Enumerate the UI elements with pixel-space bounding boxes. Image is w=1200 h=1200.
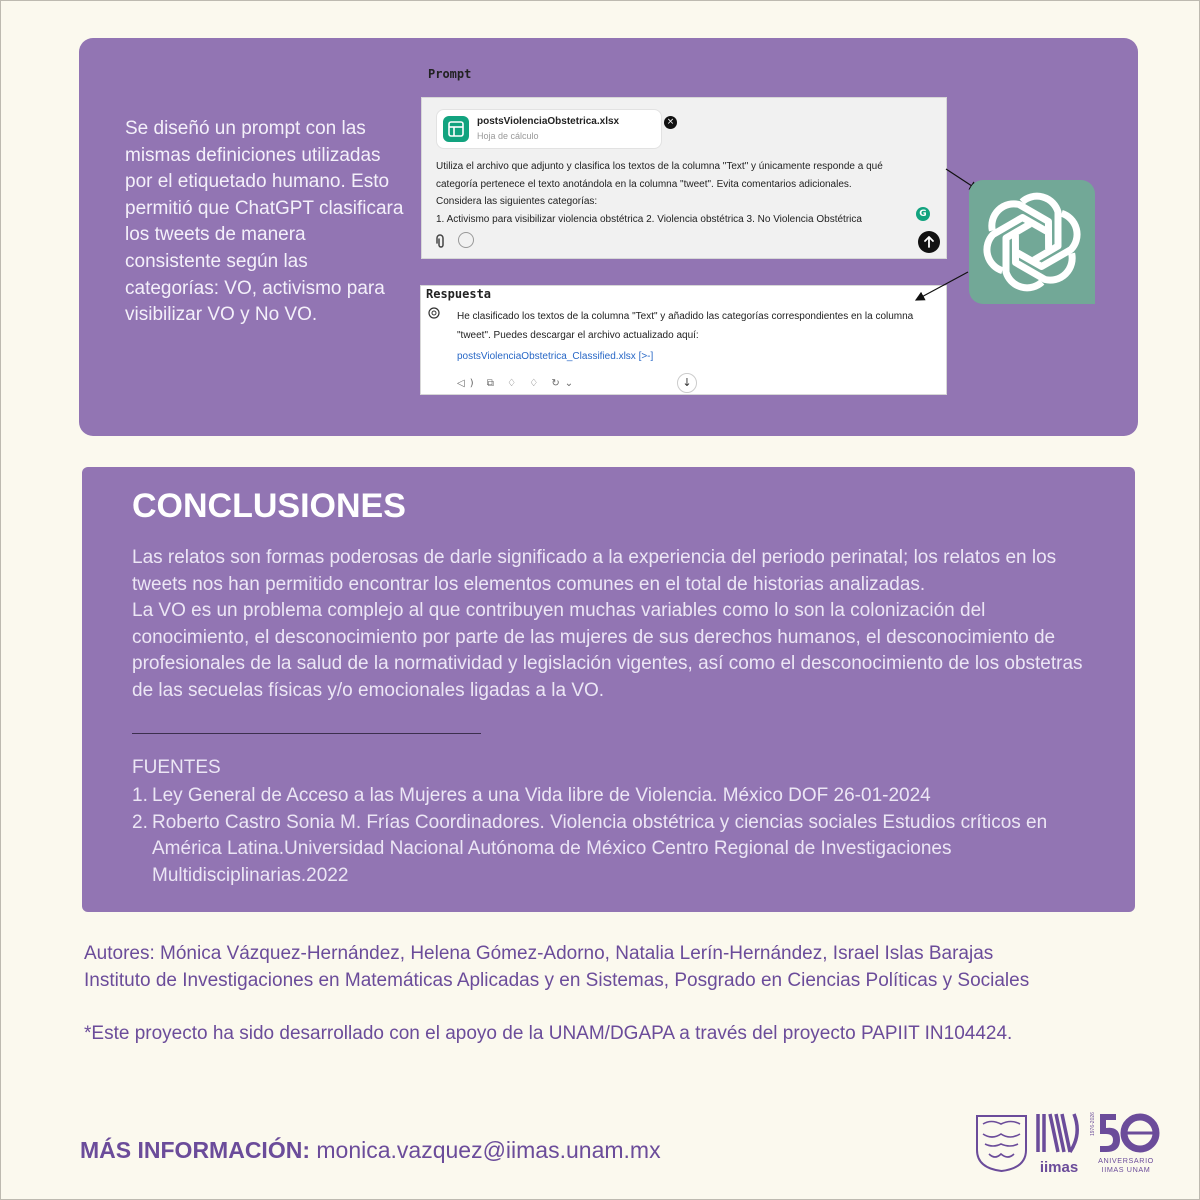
prompt-line: 1. Activismo para visibilizar violencia obstétrica 2. Violencia obstétrica 3. No Violencia Obstétrica bbox=[436, 213, 862, 225]
copy-icon[interactable]: ⧉ bbox=[486, 378, 499, 389]
source-item bbox=[132, 783, 1092, 810]
response-line: He clasificado los textos de la columna "Text" y añadido las categorías correspondientes en la columna bbox=[457, 311, 914, 322]
prompt-line: categoría pertenece el texto anotándola en la columna "tweet". Evita comentarios adicionales. bbox=[436, 178, 852, 190]
source-text: Ley General de Acceso a las Mujeres a una Vida libre de Violencia. México DOF 26-01-2024 bbox=[152, 785, 931, 806]
authors-line: Autores: Mónica Vázquez-Hernández, Helena Gómez-Adorno, Natalia Lerín-Hernández, Israel Islas Barajas bbox=[84, 943, 994, 964]
download-link[interactable]: postsViolenciaObstetrica_Classified.xlsx [>-] bbox=[457, 351, 654, 362]
openai-knot-icon bbox=[969, 180, 1095, 304]
speaker-icon[interactable]: ◁) bbox=[457, 378, 479, 389]
unam-seal-logo bbox=[973, 1112, 1030, 1173]
sources-title: FUENTES bbox=[132, 757, 221, 778]
response-line: "tweet". Puedes descargar el archivo actualizado aquí: bbox=[457, 330, 699, 341]
regenerate-icon[interactable]: ↻⌄ bbox=[551, 378, 579, 389]
grammarly-icon[interactable]: G bbox=[916, 207, 930, 221]
conclusions-title: CONCLUSIONES bbox=[132, 487, 406, 525]
more-info-label: MÁS INFORMACIÓN: bbox=[80, 1137, 310, 1163]
anniversary-sub: IIMAS UNAM bbox=[1101, 1165, 1151, 1174]
source-text: Roberto Castro Sonia M. Frías Coordinadores. Violencia obstétrica y ciencias sociales Estudios críticos en América Latina.Universidad Nacional Autónoma de México Centro Regional de Investigaciones Multidisciplinarias.2022 bbox=[152, 811, 1048, 886]
prompt-label: Prompt bbox=[428, 67, 472, 81]
source-number: 1. bbox=[132, 785, 148, 806]
file-name: postsViolenciaObstetrica.xlsx bbox=[477, 116, 620, 127]
prompt-line: Utiliza el archivo que adjunto y clasifica los textos de la columna "Text" y únicamente responde a qué bbox=[436, 161, 883, 172]
conclusions-paragraph: La VO es un problema complejo al que contribuyen muchas variables como lo son la colonización del conocimiento, el desconocimiento por parte de las mujeres de sus derechos humanos, el desconocimiento de profesionales de la salud de la normatividad y legislación vigentes, así como el desconocimiento de los obstetras de las secuelas físicas y/o emocionales ligadas a la VO. bbox=[132, 600, 1083, 701]
anniversary-50-logo bbox=[1090, 1110, 1160, 1176]
arrow-to-response bbox=[916, 272, 968, 300]
chatgpt-logo bbox=[969, 180, 1095, 304]
conclusions-paragraph: Las relatos son formas poderosas de darle significado a la experiencia del periodo perinatal; los relatos en los tweets nos han permitido encontrar los elementos comunes en el total de historias analizadas. bbox=[132, 547, 1057, 595]
intro-text: Se diseñó un prompt con las mismas definiciones utilizadas por el etiquetado humano. Esto permitió que ChatGPT clasificara los tweets de manera consistente según las categorías: VO, activismo para visibilizar VO y No VO. bbox=[125, 118, 404, 326]
file-type: Hoja de cálculo bbox=[477, 131, 539, 141]
scroll-down-icon[interactable]: ↓ bbox=[677, 373, 697, 393]
contact-email[interactable]: monica.vazquez@iimas.unam.mx bbox=[316, 1137, 661, 1163]
prompt-line: Considera las siguientes categorías: bbox=[436, 196, 598, 207]
thumbs-down-icon[interactable]: ♢ bbox=[529, 378, 544, 389]
response-label: Respuesta bbox=[426, 287, 492, 301]
conclusions-body bbox=[132, 545, 1092, 705]
anniversary-text: ANIVERSARIO bbox=[1098, 1156, 1154, 1165]
source-number: 2. bbox=[132, 811, 148, 833]
iimas-logo bbox=[1034, 1110, 1084, 1176]
authors-block bbox=[84, 941, 1164, 994]
more-info bbox=[80, 1137, 661, 1164]
close-icon[interactable]: × bbox=[664, 116, 677, 129]
support-note: *Este proyecto ha sido desarrollado con el apoyo de la UNAM/DGAPA a través del proyecto PAPIIT IN104424. bbox=[84, 1023, 1013, 1044]
thumbs-up-icon[interactable]: ♢ bbox=[507, 378, 522, 389]
svg-text:iimas: iimas bbox=[1039, 1159, 1079, 1176]
institution-line: Instituto de Investigaciones en Matemáticas Aplicadas y en Sistemas, Posgrado en Ciencias Políticas y Sociales bbox=[84, 969, 1030, 991]
anniversary-years: 1976-2026 bbox=[1090, 1112, 1096, 1136]
sources-list bbox=[132, 783, 1092, 889]
source-item bbox=[132, 810, 1092, 890]
divider bbox=[132, 733, 481, 734]
